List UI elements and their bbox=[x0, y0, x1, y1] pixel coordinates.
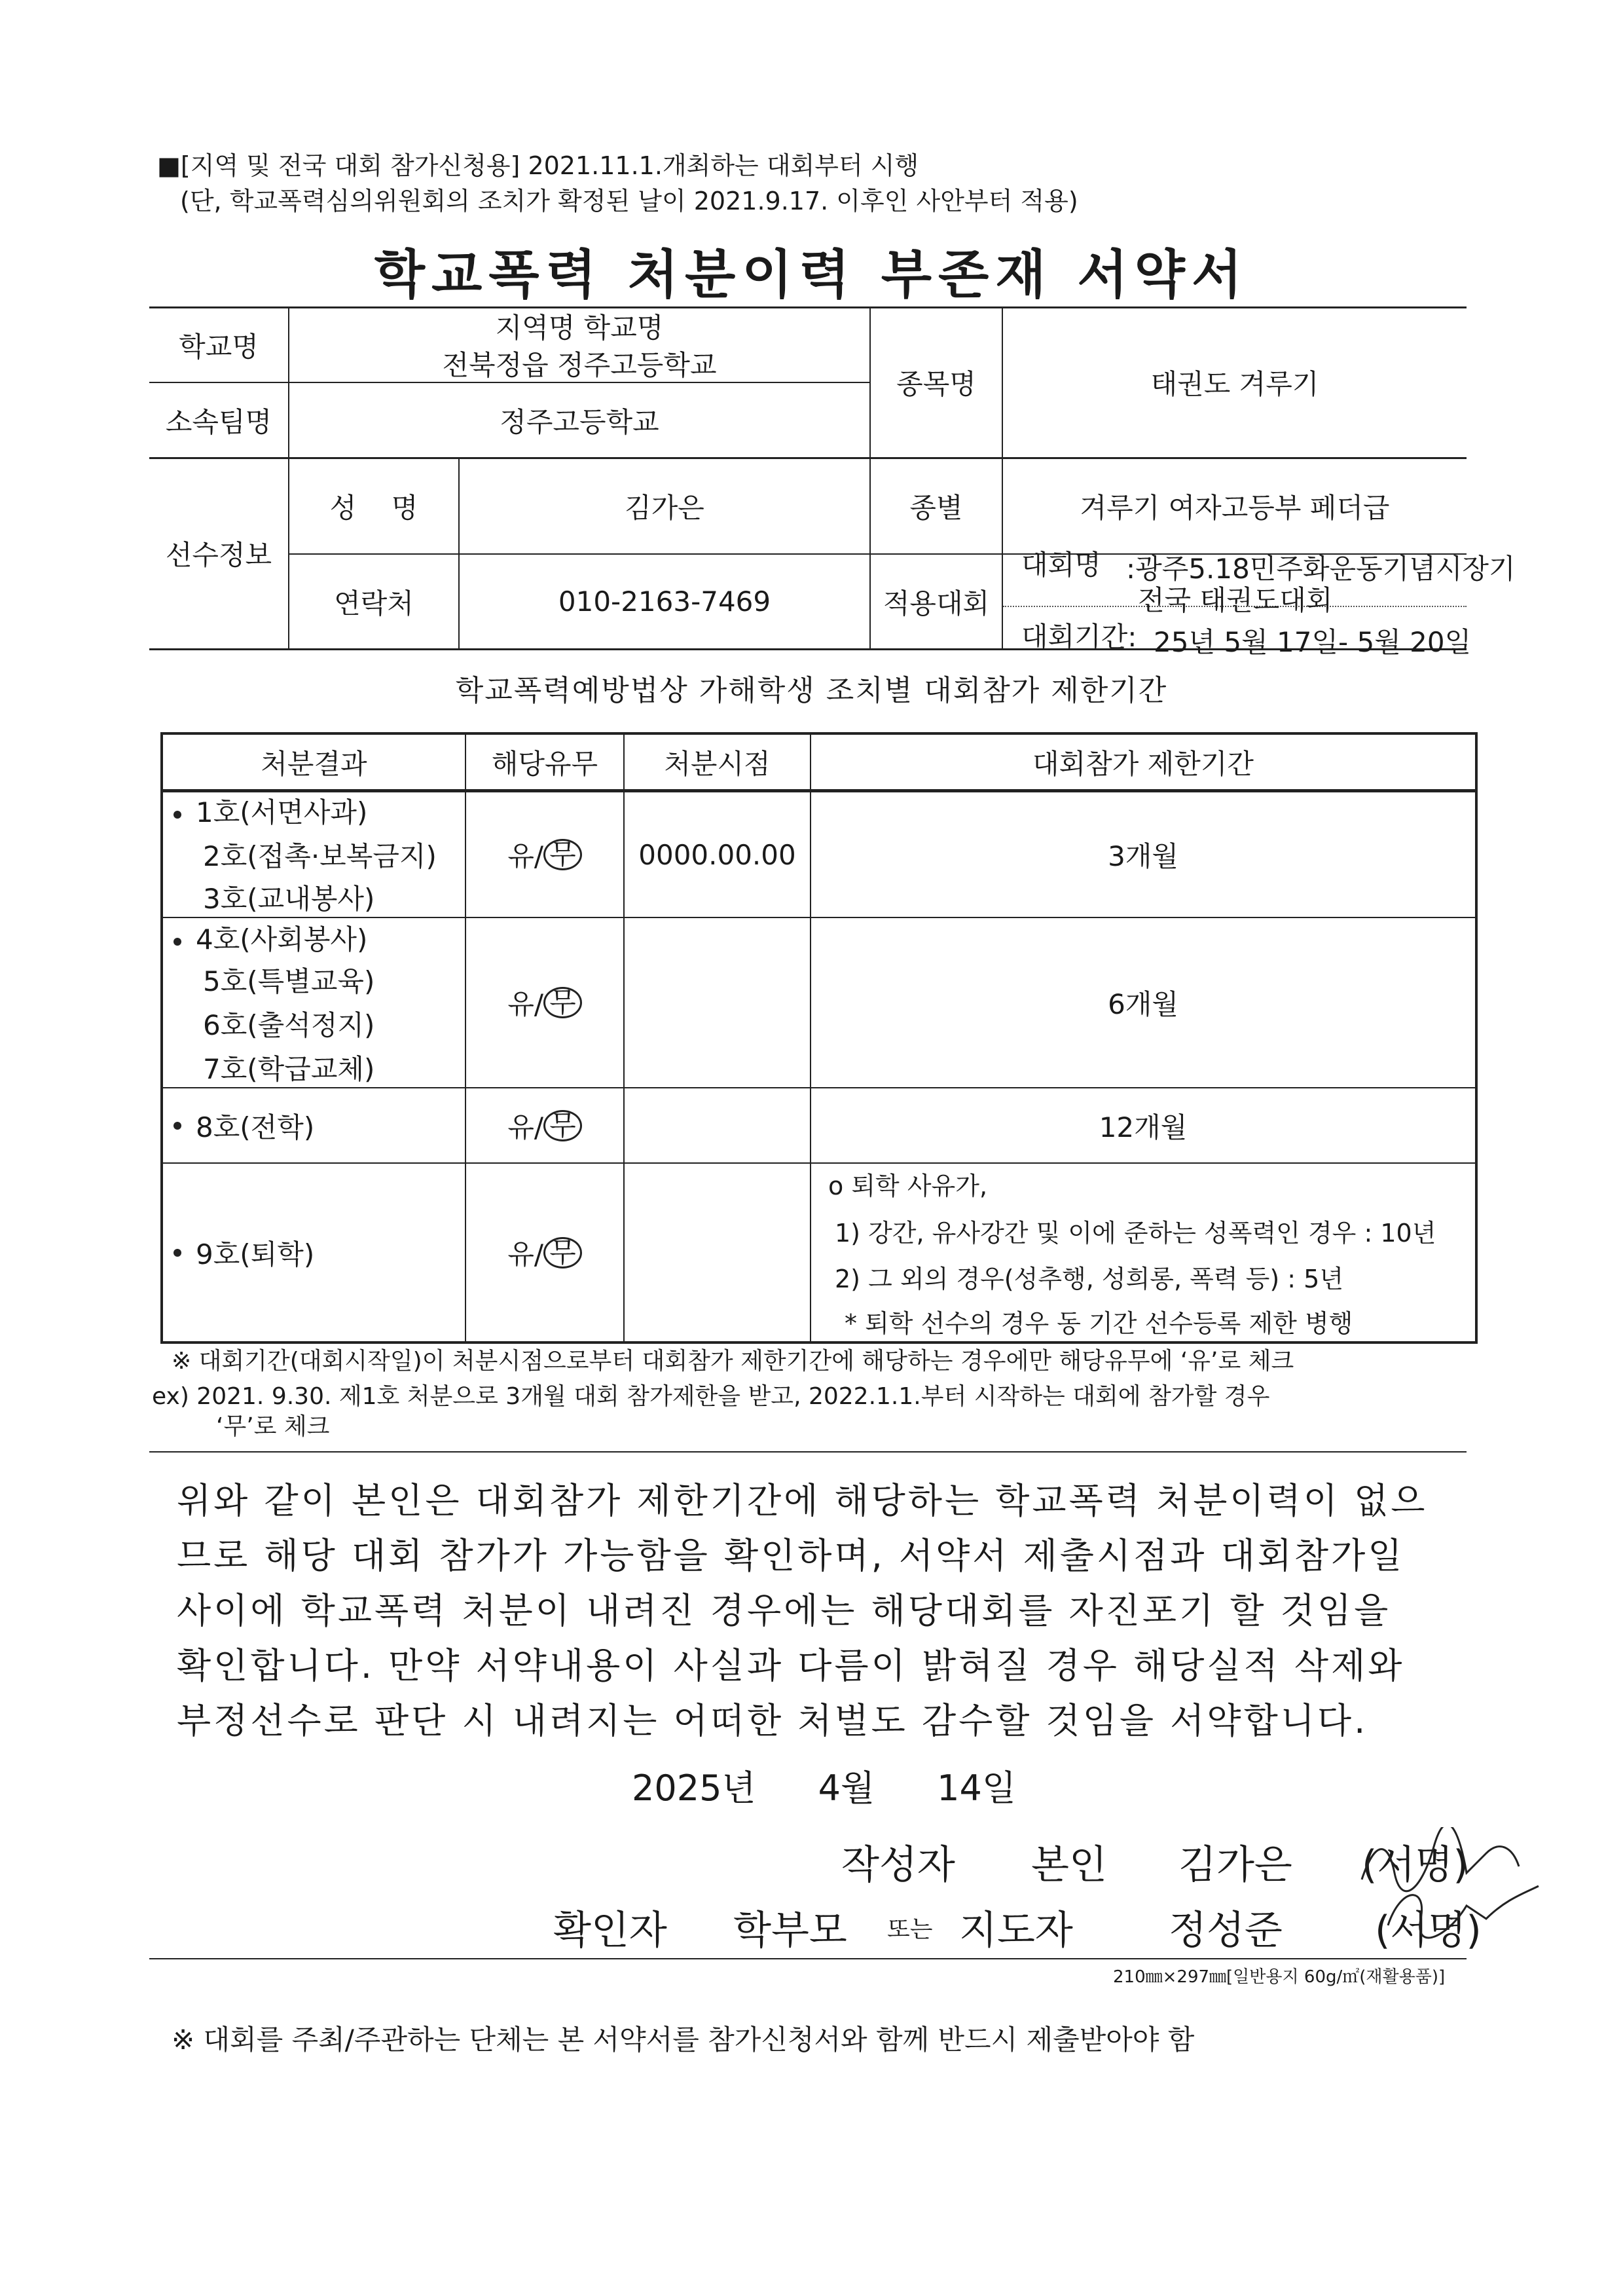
row1-date: 0000.00.00 bbox=[638, 838, 796, 871]
row2-no-circled: 무 bbox=[543, 987, 582, 1018]
document-title: 학교폭력 처분이력 부존재 서약서 bbox=[374, 244, 1249, 305]
writer-name: 김가은 bbox=[1178, 1842, 1292, 1888]
pledge-line-3: 사이에 학교폭력 처분이 내려진 경우에는 해당대회를 자진포기 할 것임을 bbox=[177, 1590, 1391, 1631]
confirmer-name: 정성준 bbox=[1169, 1908, 1283, 1953]
row1-no-circled: 무 bbox=[543, 839, 582, 870]
confirmer-role-parent: 학부모 bbox=[733, 1908, 847, 1953]
school-value-line-1: 지역명 학교명 bbox=[495, 312, 664, 344]
row1-period: 3개월 bbox=[1108, 840, 1178, 872]
bullet-icon bbox=[173, 811, 181, 819]
contact-label: 연락처 bbox=[334, 587, 414, 620]
team-label: 소속팀명 bbox=[165, 405, 272, 438]
name-value: 김가은 bbox=[625, 491, 704, 524]
row3-period: 12개월 bbox=[1099, 1111, 1188, 1143]
class-label: 종별 bbox=[909, 491, 963, 524]
pledge-line-5: 부정선수로 판단 시 내려지는 어떠한 처벌도 감수할 것임을 서약합니다. bbox=[177, 1700, 1368, 1741]
row4-no-circled: 무 bbox=[543, 1237, 582, 1268]
row4-period-line-2: 1) 강간, 유사강간 및 이에 준하는 성폭력인 경우 : 10년 bbox=[835, 1219, 1436, 1248]
school-label: 학교명 bbox=[179, 330, 259, 363]
row3-no-circled: 무 bbox=[543, 1110, 582, 1141]
header-line-2: (단, 학교폭력심의위원회의 조치가 확정된 날이 2021.9.17. 이후인 사안부터 적용) bbox=[180, 187, 1078, 215]
row3-date bbox=[625, 1088, 810, 1162]
school-value-line-2: 전북정읍 정주고등학교 bbox=[442, 348, 717, 381]
row4-item-1: 9호(퇴학) bbox=[173, 1164, 314, 1341]
row4-period-line-3: 2) 그 외의 경우(성추행, 성희롱, 폭력 등) : 5년 bbox=[835, 1265, 1344, 1293]
competition-period-value: 25년 5월 17일- 5월 20일 bbox=[1154, 626, 1472, 658]
bullet-icon bbox=[173, 1249, 181, 1257]
competition-name-label: 대회명 bbox=[1021, 549, 1101, 581]
row1-item-1: 1호(서면사과) bbox=[173, 791, 367, 830]
pledge-line-2: 므로 해당 대회 참가가 가능함을 확인하며, 서약서 제출시점과 대회참가일 bbox=[177, 1535, 1405, 1576]
competition-name-line-1: :광주5.18민주화운동기념시장기 bbox=[1126, 553, 1516, 585]
row2-item-2: 5호(특별교육) bbox=[203, 965, 375, 997]
writer-role: 본인 bbox=[1031, 1842, 1107, 1888]
confirmer-signature-scribble bbox=[1375, 1879, 1545, 1952]
row2-item-1: 4호(사회봉사) bbox=[173, 918, 367, 957]
bullet-icon bbox=[173, 938, 181, 946]
confirmer-role-coach: 지도자 bbox=[959, 1908, 1073, 1953]
header-applicable: 해당유무 bbox=[491, 747, 598, 780]
competition-name-line-2: 전국 태권도대회 bbox=[1138, 584, 1333, 616]
pledge-date: 2025년 4월 14일 bbox=[632, 1768, 1017, 1809]
team-value: 정주고등학교 bbox=[500, 405, 659, 438]
pledge-line-1: 위와 같이 본인은 대회참가 제한기간에 해당하는 학교폭력 처분이력이 없으 bbox=[177, 1480, 1428, 1521]
applied-competition-label: 적용대회 bbox=[883, 587, 990, 620]
header-disposition-date: 처분시점 bbox=[664, 747, 771, 780]
header-disposition: 처분결과 bbox=[261, 747, 367, 780]
pledge-line-4: 확인합니다. 만약 서약내용이 사실과 다름이 밝혀질 경우 해당실적 삭제와 bbox=[177, 1645, 1405, 1686]
event-value: 태권도 겨루기 bbox=[1150, 368, 1319, 400]
row4-period-line-4: * 퇴학 선수의 경우 동 기간 선수등록 제한 병행 bbox=[845, 1309, 1353, 1338]
row4-date bbox=[625, 1164, 810, 1341]
row1-item-3: 3호(교내봉사) bbox=[203, 883, 375, 915]
row2-date bbox=[625, 918, 810, 1087]
confirmer-label: 확인자 bbox=[553, 1908, 667, 1953]
row3-applicable: 유/ 무 bbox=[466, 1088, 623, 1162]
confirmer-sign-placeholder: (서명) bbox=[1375, 1908, 1482, 1953]
row3-item-1: 8호(전학) bbox=[173, 1088, 314, 1162]
row4-applicable: 유/ 무 bbox=[466, 1164, 623, 1341]
header-line-1: ■[지역 및 전국 대회 참가신청용] 2021.11.1.개최하는 대회부터 시행 bbox=[157, 151, 919, 180]
player-info-label: 선수정보 bbox=[165, 539, 272, 571]
contact-value: 010-2163-7469 bbox=[558, 585, 771, 618]
writer-label: 작성자 bbox=[841, 1842, 955, 1888]
note-1: ※ 대회기간(대회시작일)이 처분시점으로부터 대회참가 제한기간에 해당하는 경우에만 해당유무에 ‘유’로 체크 bbox=[172, 1348, 1294, 1375]
row2-item-3: 6호(출석정지) bbox=[203, 1009, 375, 1041]
square-bullet-icon: ■ bbox=[157, 151, 181, 180]
row2-item-4: 7호(학급교체) bbox=[203, 1053, 375, 1085]
class-value: 겨루기 여자고등부 페더급 bbox=[1080, 491, 1390, 524]
row1-item-2: 2호(접촉·보복금지) bbox=[203, 840, 437, 872]
header-restriction-period: 대회참가 제한기간 bbox=[1032, 747, 1254, 780]
footer-note: ※ 대회를 주최/주관하는 단체는 본 서약서를 참가신청서와 함께 반드시 제출받아야 함 bbox=[172, 2024, 1195, 2056]
bullet-icon bbox=[173, 1122, 181, 1130]
row4-period-line-1: o 퇴학 사유가, bbox=[828, 1172, 988, 1200]
row1-applicable: 유/ 무 bbox=[466, 792, 623, 917]
section-title: 학교폭력예방법상 가해학생 조치별 대회참가 제한기간 bbox=[455, 674, 1168, 707]
confirmer-or: 또는 bbox=[887, 1916, 933, 1943]
note-2: ex) 2021. 9.30. 제1호 처분으로 3개월 대회 참가제한을 받고, 2022.1.1.부터 시작하는 대회에 참가할 경우 bbox=[152, 1383, 1270, 1410]
competition-period-label: 대회기간: bbox=[1021, 621, 1137, 653]
event-label: 종목명 bbox=[896, 368, 976, 400]
paper-spec: 210㎜×297㎜[일반용지 60g/㎡(재활용품)] bbox=[1113, 1967, 1446, 1987]
note-3: ‘무’로 체크 bbox=[216, 1413, 330, 1440]
row2-applicable: 유/ 무 bbox=[466, 918, 623, 1087]
name-label: 성 명 bbox=[329, 491, 418, 524]
writer-sign-placeholder: (서명) bbox=[1362, 1842, 1468, 1888]
row2-period: 6개월 bbox=[1108, 988, 1178, 1020]
